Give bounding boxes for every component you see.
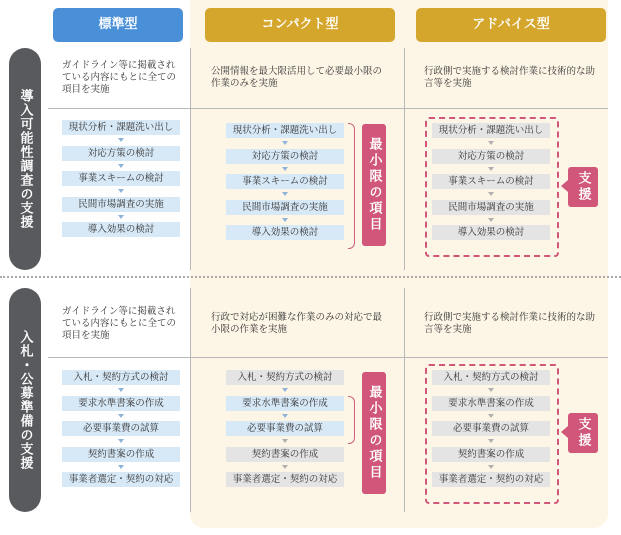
down-arrow-icon bbox=[118, 215, 124, 219]
down-arrow-icon bbox=[118, 439, 124, 443]
step-box: 現状分析・課題洗い出し bbox=[432, 123, 550, 138]
step-box: 現状分析・課題洗い出し bbox=[226, 123, 344, 138]
down-arrow-icon bbox=[282, 414, 288, 418]
divider-h-top bbox=[48, 108, 608, 109]
advice-tag-pointer-1 bbox=[561, 180, 568, 192]
step-box: 要求水準書案の作成 bbox=[432, 396, 550, 411]
down-arrow-icon bbox=[282, 439, 288, 443]
step-box: 導入効果の検討 bbox=[432, 225, 550, 240]
divider-v2-bottom bbox=[404, 288, 405, 512]
step-box: 事業スキームの検討 bbox=[62, 171, 180, 186]
step-box: 事業者選定・契約の対応 bbox=[432, 472, 550, 487]
divider-v1-top bbox=[190, 48, 191, 270]
divider-h-bottom bbox=[48, 357, 608, 358]
brace-compact-2 bbox=[348, 396, 355, 444]
step-box: 民間市場調査の実施 bbox=[62, 197, 180, 212]
step-box: 契約書案の作成 bbox=[432, 447, 550, 462]
tag-advice-2: 支援 bbox=[568, 413, 598, 453]
step-box: 事業者選定・契約の対応 bbox=[62, 472, 180, 487]
step-box: 契約書案の作成 bbox=[226, 447, 344, 462]
divider-v2-top bbox=[404, 48, 405, 270]
header-standard: 標準型 bbox=[53, 8, 183, 42]
step-box: 必要事業費の試算 bbox=[432, 421, 550, 436]
step-box: 対応方策の検討 bbox=[432, 149, 550, 164]
down-arrow-icon bbox=[118, 138, 124, 142]
step-box: 事業者選定・契約の対応 bbox=[226, 472, 344, 487]
down-arrow-icon bbox=[282, 465, 288, 469]
desc-compact-1: 公開情報を最大限活用して必要最小限の作業のみを実施 bbox=[211, 66, 383, 89]
desc-standard-2: ガイドライン等に掲載されている内容にもとに全ての項目を実施 bbox=[62, 306, 177, 341]
section-separator bbox=[0, 276, 621, 278]
tag-advice-1: 支援 bbox=[568, 167, 598, 207]
header-compact: コンパクト型 bbox=[205, 8, 395, 42]
section-title-feasibility: 導入可能性調査の支援 bbox=[9, 48, 41, 270]
desc-advice-2: 行政側で実施する検討作業に技術的な助言等を実施 bbox=[424, 312, 596, 335]
brace-compact-1 bbox=[348, 123, 355, 249]
desc-standard-1: ガイドライン等に掲載されている内容にもとに全ての項目を実施 bbox=[62, 60, 177, 95]
step-box: 必要事業費の試算 bbox=[226, 421, 344, 436]
step-box: 対応方策の検討 bbox=[226, 149, 344, 164]
step-box: 現状分析・課題洗い出し bbox=[62, 120, 180, 135]
step-box: 導入効果の検討 bbox=[226, 225, 344, 240]
down-arrow-icon bbox=[282, 141, 288, 145]
down-arrow-icon bbox=[282, 167, 288, 171]
step-box: 対応方策の検討 bbox=[62, 146, 180, 161]
down-arrow-icon bbox=[282, 218, 288, 222]
advice-tag-pointer-2 bbox=[561, 426, 568, 438]
header-advice: アドバイス型 bbox=[416, 8, 606, 42]
tag-compact-1: 最小限の項目 bbox=[362, 124, 386, 246]
section-title-bidding: 入札・公募準備の支援 bbox=[9, 288, 41, 512]
step-box: 要求水準書案の作成 bbox=[226, 396, 344, 411]
down-arrow-icon bbox=[282, 192, 288, 196]
step-box: 民間市場調査の実施 bbox=[226, 200, 344, 215]
down-arrow-icon bbox=[118, 388, 124, 392]
advice-frame-2 bbox=[425, 364, 559, 504]
down-arrow-icon bbox=[118, 414, 124, 418]
step-box: 民間市場調査の実施 bbox=[432, 200, 550, 215]
step-box: 入札・契約方式の検討 bbox=[226, 370, 344, 385]
step-box: 事業スキームの検討 bbox=[432, 174, 550, 189]
step-box: 導入効果の検討 bbox=[62, 222, 180, 237]
down-arrow-icon bbox=[118, 164, 124, 168]
down-arrow-icon bbox=[118, 189, 124, 193]
step-box: 要求水準書案の作成 bbox=[62, 396, 180, 411]
step-box: 必要事業費の試算 bbox=[62, 421, 180, 436]
tag-compact-2: 最小限の項目 bbox=[362, 372, 386, 494]
advice-frame-1 bbox=[425, 117, 559, 257]
down-arrow-icon bbox=[282, 388, 288, 392]
desc-compact-2: 行政で対応が困難な作業のみの対応で最小限の作業を実施 bbox=[211, 312, 383, 335]
step-box: 入札・契約方式の検討 bbox=[62, 370, 180, 385]
desc-advice-1: 行政側で実施する検討作業に技術的な助言等を実施 bbox=[424, 66, 596, 89]
step-box: 入札・契約方式の検討 bbox=[432, 370, 550, 385]
step-box: 事業スキームの検討 bbox=[226, 174, 344, 189]
step-box: 契約書案の作成 bbox=[62, 447, 180, 462]
down-arrow-icon bbox=[118, 465, 124, 469]
divider-v1-bottom bbox=[190, 288, 191, 512]
